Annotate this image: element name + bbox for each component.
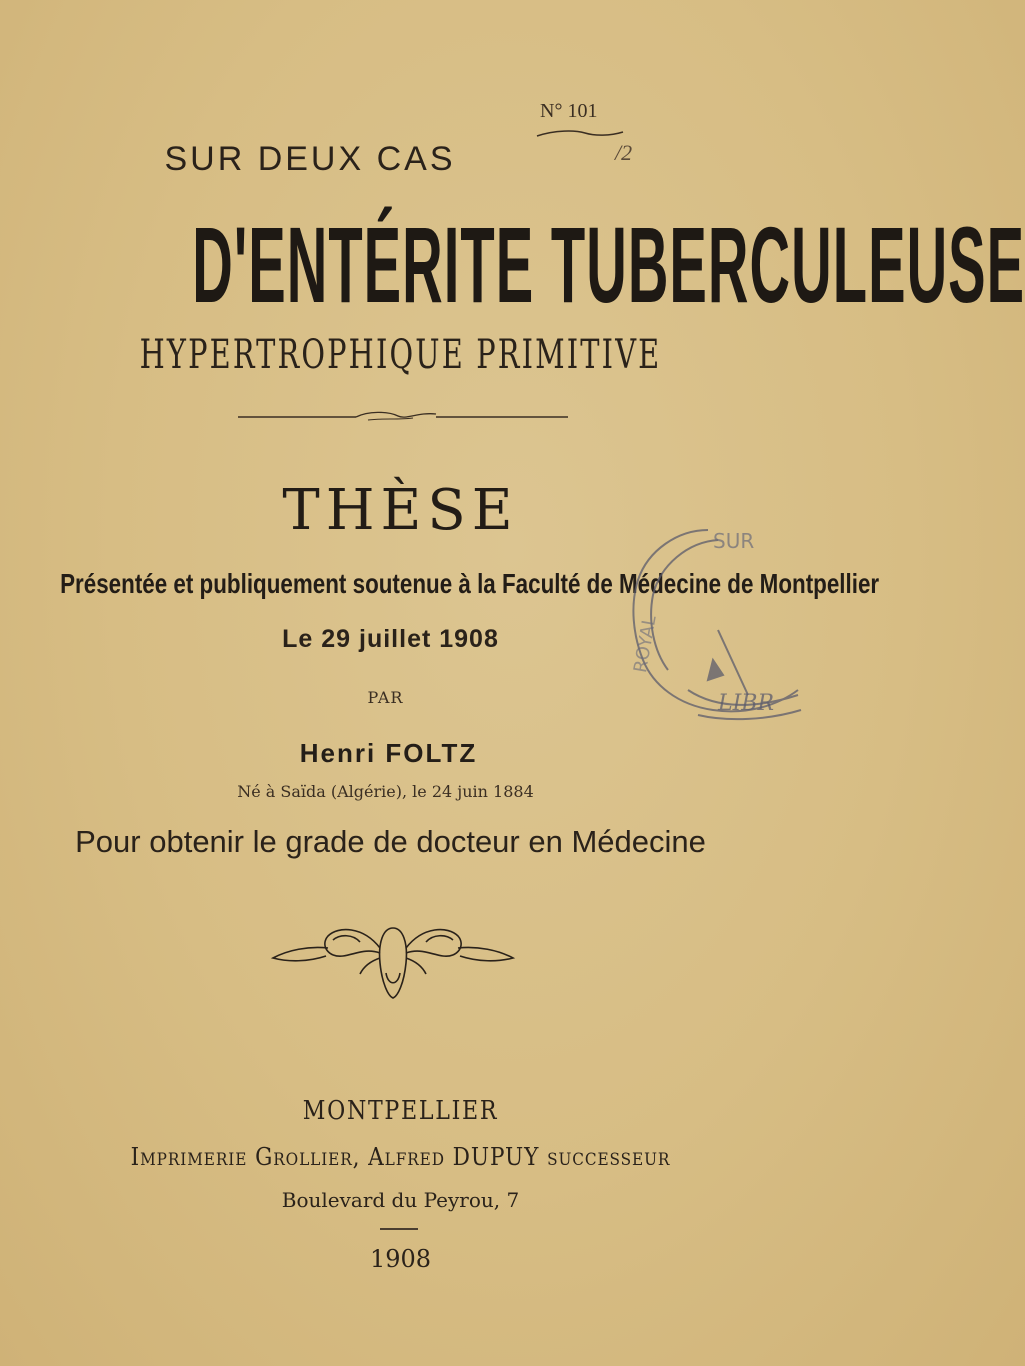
shelfmark-underline bbox=[535, 128, 625, 140]
defense-date: Le 29 juillet 1908 bbox=[282, 625, 499, 653]
title-divider bbox=[238, 408, 568, 424]
presentation-line: Présentée et publiquement soutenue à la Faculté de Médecine de Montpellier bbox=[60, 568, 880, 599]
degree-purpose: Pour obtenir le grade de docteur en Médecine bbox=[75, 824, 706, 859]
title-line-3: HYPERTROPHIQUE PRIMITIVE bbox=[139, 332, 662, 378]
title-line-1: SUR DEUX CAS bbox=[164, 140, 456, 178]
imprint-printer: Imprimerie Grollier, Alfred DUPUY successeur bbox=[130, 1143, 671, 1171]
imprint-year: 1908 bbox=[369, 1245, 432, 1273]
svg-text:SUR: SUR bbox=[713, 529, 755, 553]
shelfmark-number: N° 101 bbox=[540, 100, 598, 122]
by-label: PAR bbox=[367, 688, 404, 707]
author-birth: Né à Saïda (Algérie), le 24 juin 1884 bbox=[237, 782, 534, 801]
title-line-2: D'ENTÉRITE TUBERCULEUSE bbox=[192, 204, 1025, 325]
svg-text:ROYAL: ROYAL bbox=[630, 614, 661, 675]
shelfmark-suffix: /2 bbox=[615, 140, 633, 165]
thesis-heading: THÈSE bbox=[282, 478, 519, 543]
author-name: Henri FOLTZ bbox=[299, 738, 478, 768]
svg-text:LIBR: LIBR bbox=[718, 691, 775, 716]
imprint-address: Boulevard du Peyrou, 7 bbox=[281, 1188, 520, 1212]
imprint-rule bbox=[380, 1228, 418, 1230]
library-stamp-icon bbox=[618, 510, 801, 740]
ornament-icon bbox=[268, 918, 518, 1003]
imprint-city: MONTPELLIER bbox=[302, 1096, 499, 1126]
